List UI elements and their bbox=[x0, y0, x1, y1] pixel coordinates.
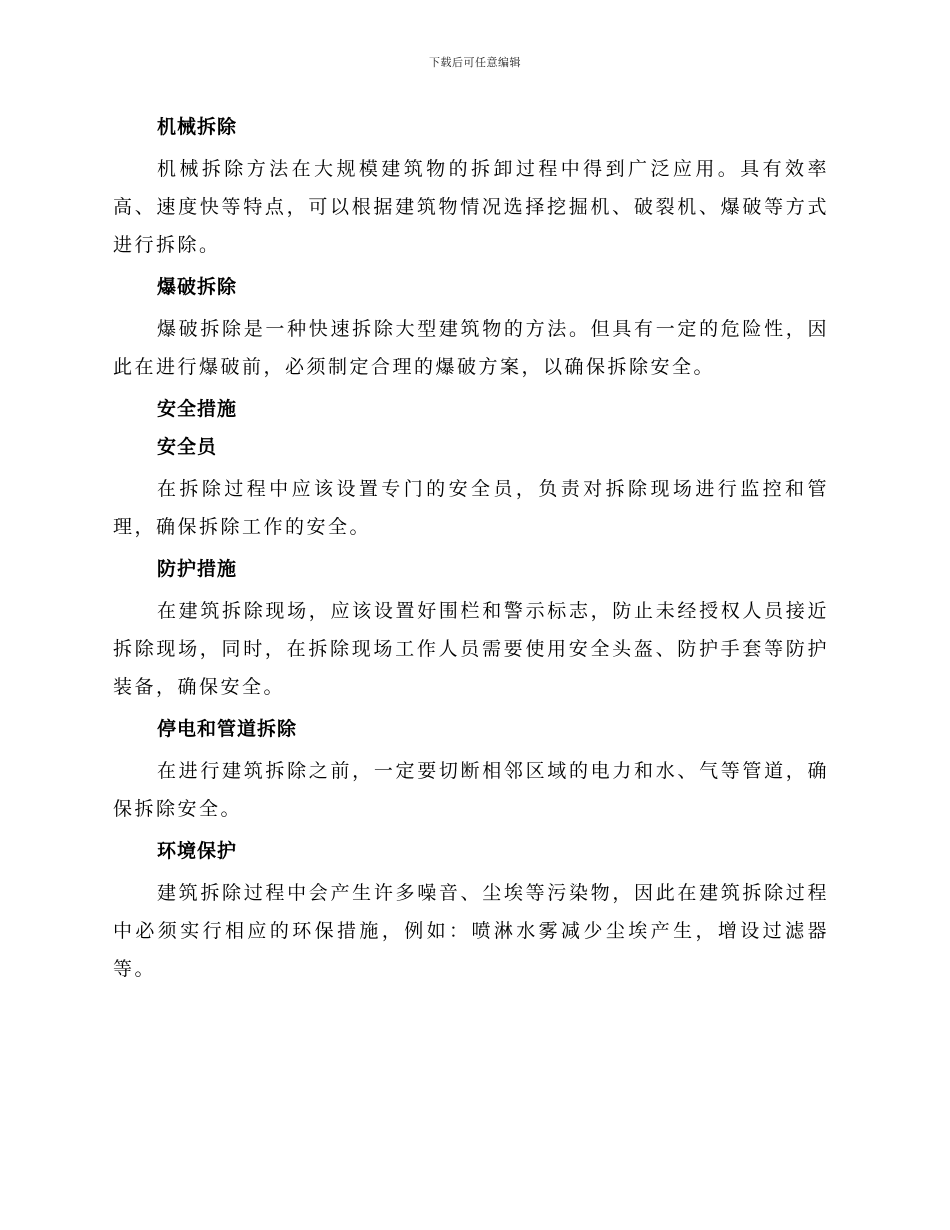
paragraph-mechanical-demolition: 机械拆除方法在大规模建筑物的拆卸过程中得到广泛应用。具有效率高、速度快等特点，可以根据建筑物情况选择挖掘机、破裂机、爆破等方式进行拆除。 bbox=[113, 158, 829, 256]
paragraph-environmental-protection: 建筑拆除过程中会产生许多噪音、尘埃等污染物，因此在建筑拆除过程中必须实行相应的环保措施，例如：喷淋水雾减少尘埃产生，增设过滤器等。 bbox=[113, 882, 829, 980]
section-heading-environmental-protection: 环境保护 bbox=[157, 840, 238, 862]
paragraph-power-and-pipes: 在进行建筑拆除之前，一定要切断相邻区域的电力和水、气等管道，确保拆除安全。 bbox=[113, 760, 829, 820]
section-heading-blasting-demolition: 爆破拆除 bbox=[157, 276, 238, 298]
paragraph-safety-officer: 在拆除过程中应该设置专门的安全员，负责对拆除现场进行监控和管理，确保拆除工作的安全。 bbox=[113, 478, 829, 538]
paragraph-blasting-demolition: 爆破拆除是一种快速拆除大型建筑物的方法。但具有一定的危险性，因此在进行爆破前，必须制定合理的爆破方案，以确保拆除安全。 bbox=[113, 318, 829, 378]
paragraph-protective-measures: 在建筑拆除现场，应该设置好围栏和警示标志，防止未经授权人员接近拆除现场，同时，在拆除现场工作人员需要使用安全头盔、防护手套等防护装备，确保安全。 bbox=[113, 600, 829, 698]
section-heading-power-and-pipes: 停电和管道拆除 bbox=[157, 718, 298, 740]
document-body bbox=[113, 112, 829, 996]
section-heading-safety-measures: 安全措施 bbox=[157, 398, 238, 420]
page-header: 下载后可任意编辑 bbox=[429, 56, 521, 69]
section-heading-mechanical-demolition: 机械拆除 bbox=[157, 116, 238, 138]
section-heading-safety-officer: 安全员 bbox=[157, 436, 218, 458]
section-heading-protective-measures: 防护措施 bbox=[157, 558, 238, 580]
